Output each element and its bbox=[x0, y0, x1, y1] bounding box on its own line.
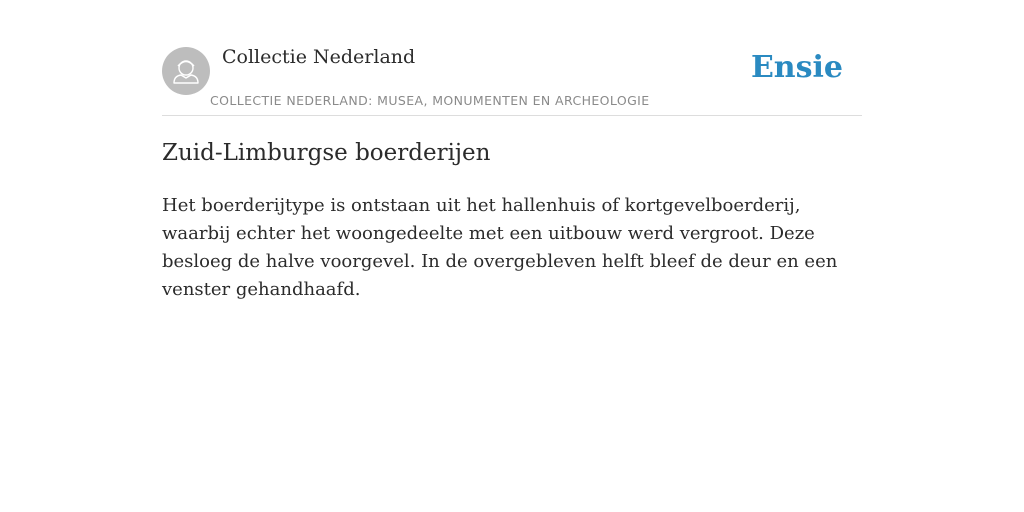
header-divider bbox=[162, 115, 862, 116]
ensie-logo[interactable]: Ensie bbox=[750, 50, 843, 85]
user-silhouette-icon bbox=[162, 47, 210, 95]
source-line[interactable]: COLLECTIE NEDERLAND: MUSEA, MONUMENTEN EN ARCHEOLOGIE bbox=[210, 93, 650, 108]
article-body: Het boerderijtype is ontstaan uit het hallenhuis of kortgevelboerderij, waarbij echter het woongedeelte met een uitbouw werd vergroot. Deze besloeg de halve voorgevel. In de overgebleven helft bleef de deur en een venster gehandhaafd. bbox=[162, 195, 838, 300]
avatar[interactable] bbox=[162, 47, 210, 95]
entry-card bbox=[162, 0, 862, 512]
author-name[interactable]: Collectie Nederland bbox=[222, 46, 416, 68]
page-title: Zuid-Limburgse boerderijen bbox=[162, 140, 491, 166]
